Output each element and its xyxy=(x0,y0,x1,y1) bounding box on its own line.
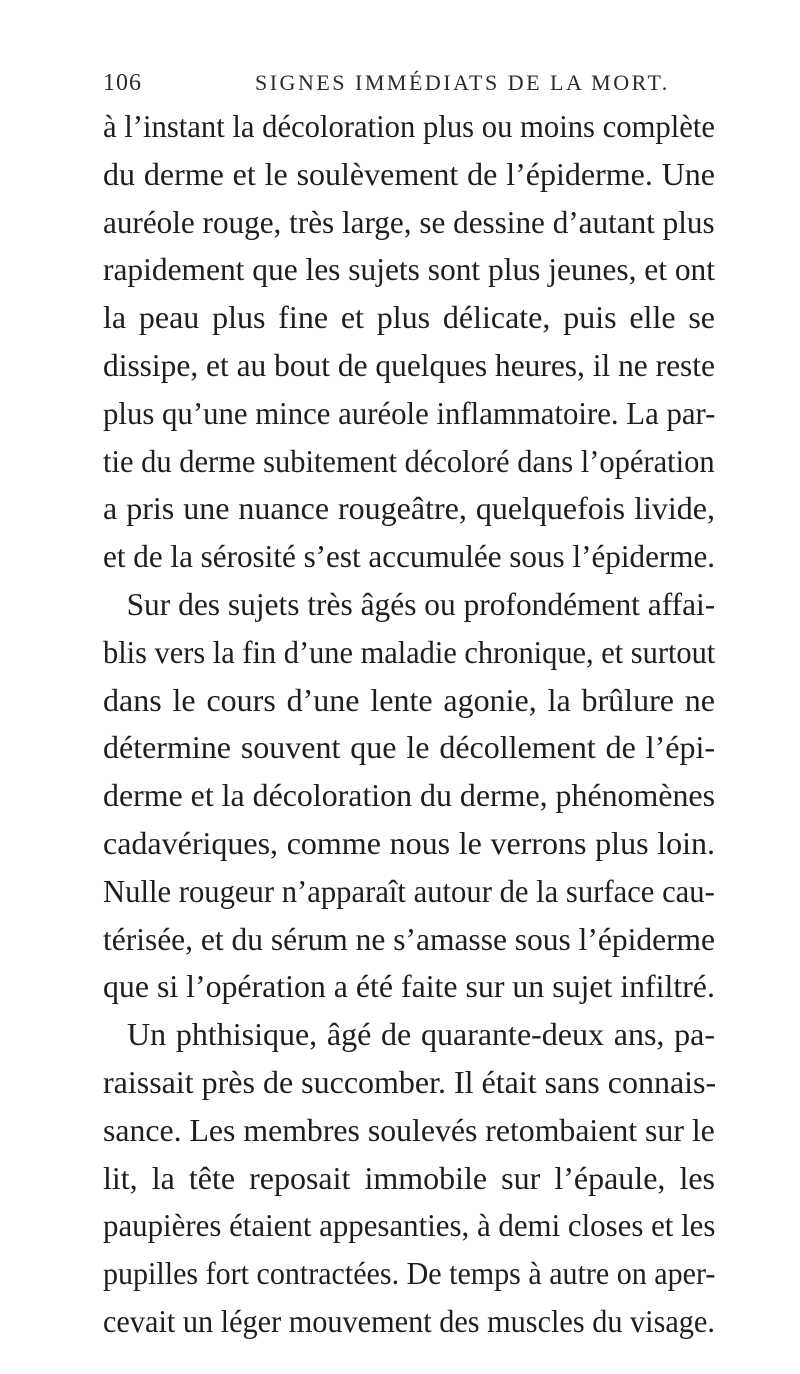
running-title: SIGNES IMMÉDIATS DE LA MORT. xyxy=(255,70,670,95)
text-line: derme et la décoloration du derme, phénomènes xyxy=(103,777,715,814)
text-line: dans le cours d’une lente agonie, la brûlure ne xyxy=(103,681,715,718)
text-line: a pris une nuance rougeâtre, quelquefois livide, xyxy=(103,490,715,527)
text-line: détermine souvent que le décollement de l’épi- xyxy=(103,729,715,766)
text-line: paupières étaient appesanties, à demi closes et les xyxy=(103,1207,716,1244)
text-line: la peau plus fine et plus délicate, puis elle se xyxy=(103,299,715,336)
text-line: tie du derme subitement décoloré dans l’opération xyxy=(103,442,715,479)
text-line: Sur des sujets très âgés ou profondément affai- xyxy=(126,585,716,622)
text-line: pupilles fort contractées. De temps à autre on aper- xyxy=(103,1255,716,1292)
text-line: et de la sérosité s’est accumulée sous l’épiderme. xyxy=(103,538,716,575)
text-line: lit, la tête reposait immobile sur l’épaule, les xyxy=(103,1159,715,1196)
text-line: cadavériques, comme nous le verrons plus loin. xyxy=(103,824,715,861)
text-line: rapidement que les sujets sont plus jeunes, et ont xyxy=(103,251,715,288)
text-line: que si l’opération a été faite sur un sujet infiltré. xyxy=(103,968,715,1005)
text-line: à l’instant la décoloration plus ou moins complète xyxy=(103,108,715,144)
text-line: auréole rouge, très large, se dessine d’autant plus xyxy=(103,203,715,240)
text-line: dissipe, et au bout de quelques heures, il ne reste xyxy=(103,346,715,383)
text-line: du derme et le soulèvement de l’épiderme. Une xyxy=(103,155,715,192)
text-line: Un phthisique, âgé de quarante-deux ans, pa- xyxy=(127,1016,715,1053)
body-text xyxy=(103,103,715,1346)
running-header xyxy=(103,70,703,100)
text-line: sance. Les membres soulevés retombaient sur le xyxy=(103,1111,715,1148)
text-line: plus qu’une mince auréole inflammatoire. La par- xyxy=(103,394,716,431)
text-line: Nulle rougeur n’apparaît autour de la surface cau- xyxy=(103,872,715,909)
text-line: cevait un léger mouvement des muscles du visage. xyxy=(103,1302,715,1339)
text-line: térisée, et du sérum ne s’amasse sous l’épiderme xyxy=(103,920,716,957)
page-number: 106 xyxy=(103,70,142,96)
text-line: raissait près de succomber. Il était sans connais- xyxy=(103,1063,717,1100)
text-line: blis vers la fin d’une maladie chronique, et surtout xyxy=(103,633,716,670)
